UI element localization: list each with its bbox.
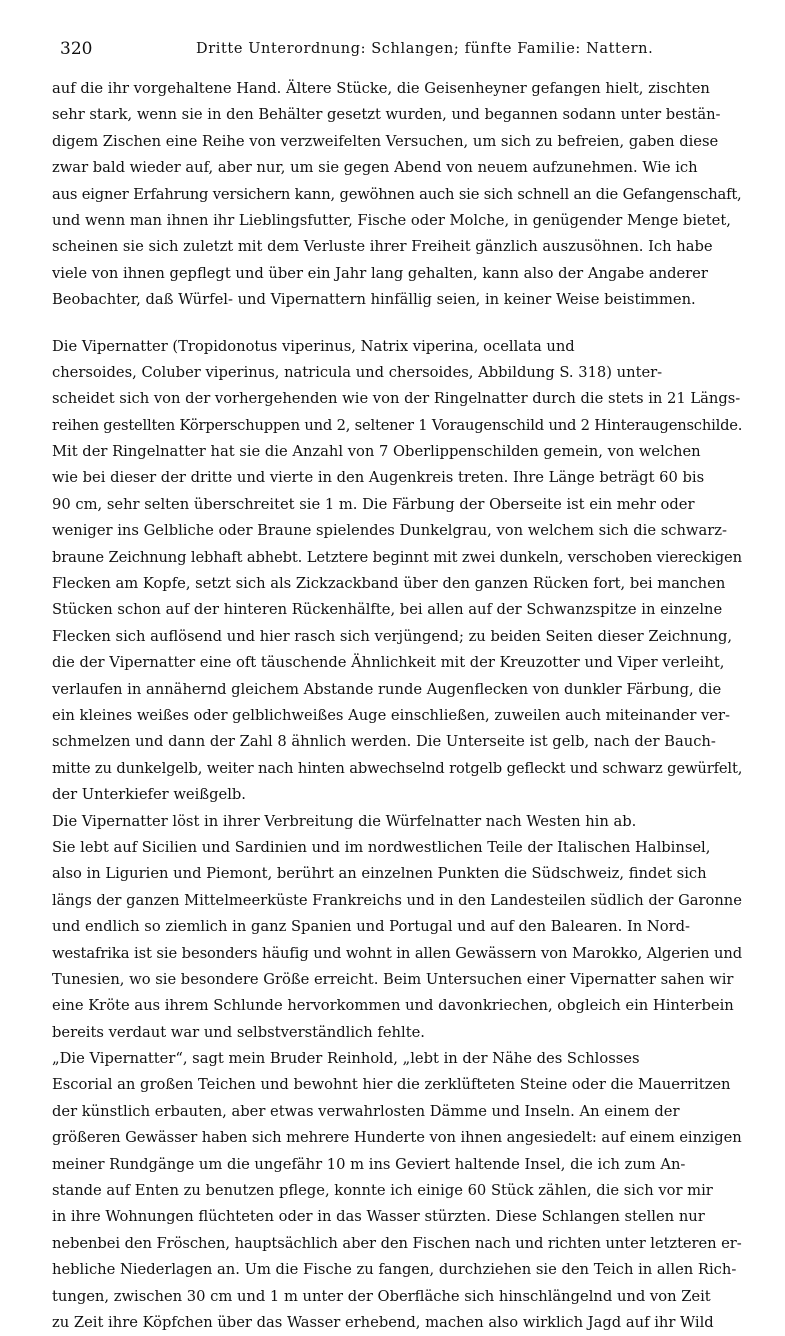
text-line: scheinen sie sich zuletzt mit dem Verluste ihrer Freiheit gänzlich auszusöhnen. Ich habe [52, 238, 713, 256]
text-line: ein kleines weißes oder gelblichweißes Auge einschließen, zuweilen auch miteinander ver- [52, 706, 730, 724]
text-line: also in Ligurien und Piemont, berührt an einzelnen Punkten die Südschweiz, findet sich [52, 865, 707, 883]
page-header [60, 36, 740, 62]
text-line: größeren Gewässer haben sich mehrere Hunderte von ihnen angesiedelt: auf einem einzigen [52, 1129, 742, 1147]
page-body [52, 76, 742, 1336]
text-line: westafrika ist sie besonders häufig und wohnt in allen Gewässern von Marokko, Algerien und [52, 944, 742, 962]
text-line: braune Zeichnung lebhaft abhebt. Letztere beginnt mit zwei dunkeln, verschoben viereckigen [52, 548, 742, 566]
paragraph-2 [52, 334, 742, 809]
text-line: digem Zischen eine Reihe von verzweifelten Versuchen, um sich zu befreien, gaben diese [52, 132, 719, 150]
paragraph-3 [52, 809, 742, 1047]
text-line: reihen gestellten Körperschuppen und 2, seltener 1 Voraugenschild und 2 Hinteraugenschilde. [52, 416, 742, 434]
text-line: mitte zu dunkelgelb, weiter nach hinten abwechselnd rotgelb gefleckt und schwarz gewürfelt, [52, 759, 742, 777]
text-line: nebenbei den Fröschen, hauptsächlich aber den Fischen nach und richten unter letzteren er- [52, 1234, 742, 1252]
text-line: wie bei dieser der dritte und vierte in den Augenkreis treten. Ihre Länge beträgt 60 bis [52, 469, 705, 487]
text-line: in ihre Wohnungen flüchteten oder in das Wasser stürzten. Diese Schlangen stellen nur [52, 1208, 705, 1226]
text-line: aus eigner Erfahrung versichern kann, gewöhnen auch sie sich schnell an die Gefangenschaft, [52, 185, 742, 203]
running-title: Dritte Unterordnung: Schlangen; fünfte Familie: Nattern. [196, 41, 654, 57]
text-line: scheidet sich von der vorhergehenden wie von der Ringelnatter durch die stets in 21 Längs- [52, 390, 741, 408]
text-line: tungen, zwischen 30 cm und 1 m unter der Oberfläche sich hinschlängelnd und von Zeit [52, 1287, 711, 1305]
text-line: eine Kröte aus ihrem Schlunde hervorkommen und davonkriechen, obgleich ein Hinterbein [52, 997, 734, 1015]
text-line: Stücken schon auf der hinteren Rückenhälfte, bei allen auf der Schwanzspitze in einzelne [52, 601, 723, 619]
text-line: Die Vipernatter (Tropidonotus viperinus, Natrix viperina, ocellata und [52, 337, 575, 355]
text-line: Tunesien, wo sie besondere Größe erreicht. Beim Untersuchen einer Vipernatter sahen wir [52, 970, 734, 988]
text-line: Mit der Ringelnatter hat sie die Anzahl von 7 Oberlippenschilden gemein, von welchen [52, 443, 701, 461]
text-line: auf die ihr vorgehaltene Hand. Ältere Stücke, die Geisenheyner gefangen hielt, zischten [52, 80, 710, 97]
text-line: der Unterkiefer weißgelb. [52, 786, 246, 804]
text-line: bereits verdaut war und selbstverständlich fehlte. [52, 1023, 425, 1041]
text-line: stande auf Enten zu benutzen pflege, konnte ich einige 60 Stück zählen, die sich vor mir [52, 1182, 713, 1200]
text-line: und endlich so ziemlich in ganz Spanien und Portugal und auf den Balearen. In Nord- [52, 918, 690, 936]
paragraph-4 [52, 1046, 742, 1336]
text-line: Escorial an großen Teichen und bewohnt hier die zerklüfteten Steine oder die Mauerritzen [52, 1076, 731, 1094]
text-line: weniger ins Gelbliche oder Braune spielendes Dunkelgrau, von welchem sich die schwarz- [52, 522, 727, 540]
page-number: 320 [60, 39, 93, 59]
text-line: und wenn man ihnen ihr Lieblingsfutter, Fische oder Molche, in genügender Menge bietet, [52, 211, 731, 229]
text-line: hebliche Niederlagen an. Um die Fische zu fangen, durchziehen sie den Teich in allen Rich- [52, 1261, 737, 1279]
text-line: meiner Rundgänge um die ungefähr 10 m ins Geviert haltende Insel, die ich zum An- [52, 1155, 686, 1173]
text-line: verlaufen in annähernd gleichem Abstande runde Augenflecken von dunkler Färbung, die [52, 680, 722, 698]
text-line: zu Zeit ihre Köpfchen über das Wasser erhebend, machen also wirklich Jagd auf ihr Wild [52, 1313, 714, 1331]
text-line: schmelzen und dann der Zahl 8 ähnlich werden. Die Unterseite ist gelb, nach der Bauch- [52, 733, 716, 751]
text-line: Flecken sich auflösend und hier rasch sich verjüngend; zu beiden Seiten dieser Zeichnung, [52, 627, 733, 645]
text-line: Die Vipernatter löst in ihrer Verbreitung die Würfelnatter nach Westen hin ab. [52, 812, 637, 830]
text-line: sehr stark, wenn sie in den Behälter gesetzt wurden, und begannen sodann unter bestän- [52, 106, 721, 124]
text-line: der künstlich erbauten, aber etwas verwahrlosten Dämme und Inseln. An einem der [52, 1102, 680, 1120]
text-line: Flecken am Kopfe, setzt sich als Zickzackband über den ganzen Rücken fort, bei manchen [52, 575, 726, 593]
text-line: chersoides, Coluber viperinus, natricula und chersoides, Abbildung S. 318) unter- [52, 363, 663, 381]
text-line: „Die Vipernatter“, sagt mein Bruder Reinhold, „lebt in der Nähe des Schlosses [52, 1050, 640, 1068]
text-line: zwar bald wieder auf, aber nur, um sie gegen Abend von neuem aufzunehmen. Wie ich [52, 159, 698, 177]
paragraph-1 [52, 76, 742, 314]
section-spacer [52, 314, 742, 334]
text-line: viele von ihnen gepflegt und über ein Jahr lang gehalten, kann also der Angabe anderer [52, 264, 708, 282]
text-line: längs der ganzen Mittelmeerküste Frankreichs und in den Landesteilen südlich der Garonne [52, 891, 742, 909]
text-line: die der Vipernatter eine oft täuschende Ähnlichkeit mit der Kreuzotter und Viper verleiht, [52, 654, 725, 672]
text-line: Beobachter, daß Würfel- und Vipernattern hinfällig seien, in keiner Weise beistimmen. [52, 291, 696, 309]
text-line: Sie lebt auf Sicilien und Sardinien und im nordwestlichen Teile der Italischen Halbinsel, [52, 838, 711, 856]
text-line: 90 cm, sehr selten überschreitet sie 1 m. Die Färbung der Oberseite ist ein mehr oder [52, 495, 695, 513]
